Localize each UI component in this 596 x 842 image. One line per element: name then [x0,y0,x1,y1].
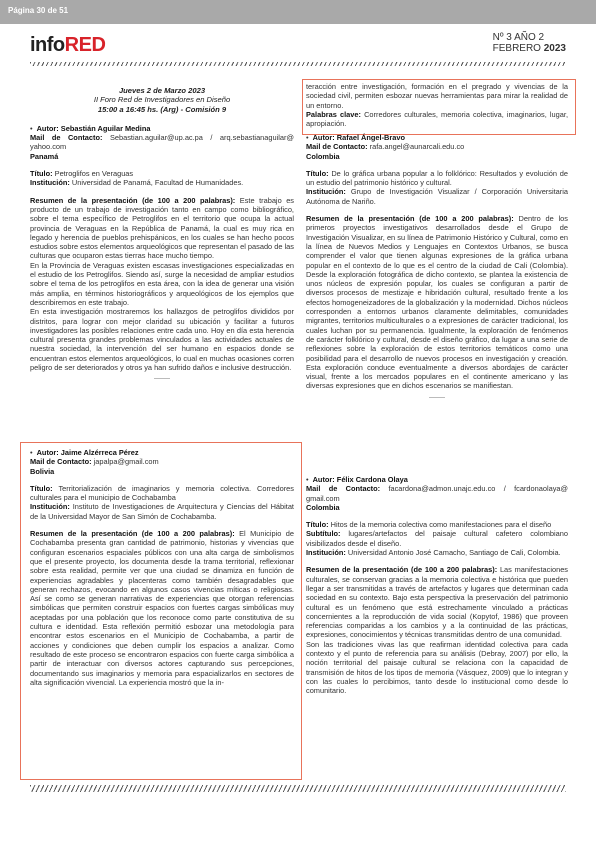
summary-text: Dentro de los primeros proyectos investigativos desarrollados desde el Grupo de Investigación Visualizar, en su línea de Patrimonio Histórico y Cultural, como en la línea de Nuevos Medios y Lenguajes en Contextos Urbanos, se busca comprender el valor que tienen algunas expresiones de la gráfica urbana popular en el contexto de lo que es el centro de la ciudad de Cali (Colombia). Desde la exploración fotográfica de dicho contexto, se plantea la existencia de unos núcleos de expresión popular, los cuales se configuran a partir de diversos procesos de mestizaje e hibridación cultural, resultado frente a los efectos homogeneizadores de la globalización y la modernidad. Dichos núcleos corresponden a entornos urbanos claramente delimitables, comunidades migrantes, territorios multiculturales o a expresiones de carácter tradicional, los cuales luchan por su permanencia. Igualmente, la exploración de fenómenos de carácter folklórico y cultural, desde el diseño gráfico, da lugar a una serie de reflexiones sobre la exploración de estos territorios temáticos como una posibilidad para el desarrollo de nuevos procesos en investigación y creación. Esta exploración conduce eventualmente a diversos abordajes de carácter visual, frente a los mercados populares en el continente americano y las diversas expresiones que en dichos escenarios se manifiestan. [306,214,568,391]
issue-year: 2023 [543,43,566,54]
contact-email: facardona@admon.unajc.edu.co / fcardonaolaya@ gmail.com [306,484,569,503]
issue-month: FEBRERO [492,43,541,54]
summary-continuation: teracción entre investigación, formación en el pregrado y vivencias de la sociedad civil, permiten esbozar nuevas herramientas para mirar la realidad de un entorno. [306,82,568,110]
paper-subtitle: lugares/artefactos del paisaje cultural cafetero colombiano visibilizados desde el diseño. [306,529,568,548]
paper-title: Territorialización de imaginarios y memoria colectiva. Corredores culturales para el municipio de Cochabamba [30,483,294,503]
summary-text: En la Provincia de Veraguas existen escasas investigaciones especializadas en el estudio de los Petroglifos. Siendo así, surge la necesidad de ampliar estudios sobre el tema de los petroglifos en esta área, con la idea de generar una visión más amplia, en términos historiográficos y arqueológicos de los ejemplos que describiremos en este trabajo. [30,260,294,307]
session-date: Jueves 2 de Marzo 2023 [118,86,206,95]
footer-divider [30,785,566,792]
author-name: Autor: Rafael Ángel-Bravo [312,133,405,142]
right-column-continuation: teracción entre investigación, formación en el pregrado y vivencias de la sociedad civil, permiten esbozar nuevas herramientas para mirar la realidad de un entorno. Palabras clave: Corredores culturales, memoria colectiva, imaginarios, lugar, apropiación. [306,82,568,129]
section-divider [154,378,170,379]
author-name: Autor: Félix Cardona Olaya [312,475,408,484]
institution: Grupo de Investigación Visualizar / Corporación Universitaria Autónoma de Nariño. [306,187,568,206]
summary-text: Las manifestaciones culturales, se conservan gracias a la memoria colectiva e histórica que pueden llegar a ser transmitidas a través de artefactos y lugares que determinan cada sociedad en su contexto. Bajo esta perspectiva la preservación del patrimonio cultural es un fenómeno que está estrechamente vinculado a prácticas concernientes a la reproducción de vida social (Kopytof, 1986) que proveen referencias comparidas a los cambios y a la continuidad de las prácticas, expresiones, conocimientos y técnicas transmitidas dentro de una comunidad. [306,565,569,640]
issue-number: Nº 3 AÑO 2 [492,32,545,43]
author-name: Autor: Jaime Alzérreca Pérez [36,448,139,457]
country: Panamá [30,151,59,161]
right-column-bottom: • Autor: Félix Cardona Olaya Mail de Contacto: facardona@admon.unajc.edu.co / fcardonaolaya@ gmail.com Colombia Título: Hitos de la memoria colectiva como manifestaciones para el diseño Subtítulo: lugares/artefactos del paisaje cultural cafetero colombiano visibilizados desde el diseño. Institución: Universidad Antonio José Camacho, Santiago de Cali, Colombia. Resumen de la presentación (de 100 a 200 palabras): Las manifestaciones culturales, se conservan gracias a la memoria colectiva e histórica que pueden llegar a ser transmitidas a través de artefactos y lugares que determinan cada sociedad en su contexto. Bajo esta perspectiva la preservación del patrimonio cultural es un fenómeno que está estrechamente vinculado a prácticas concernientes a la reproducción de vida social (Kopytof, 1986) que proveen referencias comparidas a los cambios y a la continuidad de las prácticas, expresiones, conocimientos y técnicas transmitidas dentro de una comunidad. Son las tradiciones vivas las que reafirman identidad colectiva para cada contexto y el punto de referencia para su análisis (Debray, 2007) por ello, la noción territorial del paisaje cultural se relaciona con la capacidad de transmisión de hitos de los tipos de memoria (Vásquez, 2009) que lo integran y con las cuales lo percibimos, tanto desde lo institucional como desde lo comunitario. [306,475,569,696]
contact-email: Sebastian.aguilar@up.ac.pa / arq.sebastianaguilar@ yahoo.com [30,133,294,152]
session-forum: II Foro Red de Investigadores en Diseño [93,95,231,105]
session-time: 15:00 a 16:45 hs. (Arg) - Comisión 9 [97,104,227,114]
institution: Instituto de Investigaciones de Arquitectura y Ciencias del Hábitat de la Universidad Mayor de San Simón de Cochabamba. [30,502,294,521]
summary-text: Este trabajo es producto de un trabajo de investigación tanto en campo como bibliográfico, sobre el tema específico de Petroglifos en el territorio que ocupa la actual provincia de Veraguas en la República de Panamá, la cual es muy rica en legado y herencia de pueblos prehispánicos, en los cuales se han hecho pocos estudios sobre estos elementos arqueológicos que representan el pasado de las culturas que ocuparon estas tierras hace mucho tiempo. [30,195,294,261]
contact-email: japalpa@gmail.com [93,457,159,467]
paper-title: Hitos de la memoria colectiva como manifestaciones para el diseño [330,520,552,530]
issue-info [493,32,566,54]
infored-logo: infoRED [30,34,106,56]
institution: Universidad de Panamá, Facultad de Humanidades. [71,178,244,188]
right-column-middle: • Autor: Rafael Ángel-Bravo Mail de Contacto: rafa.angel@aunarcali.edu.co Colombia Título: De lo gráfica urbana popular a lo folklórico: Resultados y evolución de un estudio del patrimonio histórico y cultural. Institución: Grupo de Investigación Visualizar / Corporación Universitaria Autónoma de Nariño. Resumen de la presentación (de 100 a 200 palabras): Dentro de los primeros proyectos investigativos desarrollados desde el Grupo de Investigación Visualizar, en su línea de Patrimonio Histórico y Cultural, como en la línea de Nuevos Medios y Lenguajes en Contextos Urbanos, se busca comprender el valor que tienen algunas expresiones de la gráfica urbana popular en el contexto de lo que es el centro de la ciudad de Cali (Colombia). Desde la exploración fotográfica de dicho contexto, se plantea la existencia de unos núcleos de expresión popular, los cuales se configuran a partir de diversos procesos de mestizaje e hibridación cultural, resultado frente a los efectos homogeneizadores de la globalización y la modernidad. Dichos núcleos corresponden a entornos urbanos claramente delimitables, comunidades migrantes, territorios multiculturales o a expresiones de carácter tradicional, los cuales luchan por su permanencia. Igualmente, la exploración de fenómenos de carácter folklórico y cultural, desde el diseño gráfico, da lugar a una serie de reflexiones sobre la exploración de estos territorios temáticos como una posibilidad para el desarrollo de nuevos procesos en investigación y creación. Esta exploración conduce eventualmente a diversos abordajes de carácter visual, frente a los mercados populares en el continente americano y las diversas expresiones que en dichos escenarios se manifiestan. [306,133,568,398]
country: Colombia [306,502,340,512]
country: Bolivia [30,466,55,476]
left-column-bottom: • Autor: Jaime Alzérreca Pérez Mail de Contacto: japalpa@gmail.com Bolivia Título: Territorialización de imaginarios y memoria colectiva. Corredores culturales para el municipio de Cochabamba Institución: Instituto de Investigaciones de Arquitectura y Ciencias del Hábitat de la Universidad Mayor de San Simón de Cochabamba. Resumen de la presentación (de 100 a 200 palabras): El Municipio de Cochabamba presenta gran cantidad de patrimonio, historias y vivencias que configuran escenarios espaciales públicos con una alta carga de simbolismos que el presente proyecto, los documenta desde la trama territorial, reflexionar sobre esta realidad, permite ver que una ciudad se dinamiza en función de experiencias agradables y placenteras como también desagradables que generan rechazos, evocando en algunos casos vivencias míticas o religiosas. Así se como se generan narrativas de experiencias que otorgan referencias simbólicas que permiten construir espacios con fuertes cargas simbólicas muy aceptadas por una población que los reconoce como parte constitutiva de su cultura e identidad. Esta reflexión permitió esbozar una metodología para encontrar estos escenarios en el Municipio de Cochabamba, a partir de acciones y condiciones que deben cumplir los espacios a analizar. Como resultado de este proceso se encontraron espacios con fuerte carga simbólica a partir de interactuar con diversos actores capturando sus percepciones, documentando sus imaginarios y memoria para espacializarlos en sectores de alta significación vivencial. La experiencia mostró que la in- [30,448,294,687]
summary-text: En esta investigación mostraremos los hallazgos de petroglifos divididos por distritos, para lograr con mejor claridad su ubicación y facilitar a futuros investigadores las posibles relaciones entre cada uno. Hoy en día esta herencia cultural presenta grandes problemas vinculados a las actividades actuales de nuestra sociedad, la intervención del ser humano en espacios donde se encuentran estos elementos arqueológicos, lo cual en muchas ocasiones corren peligro de ser deteriorados y otros ya han sufrido daños e inclusive destrucción. [30,307,294,373]
country: Colombia [306,151,340,161]
page-number: Página 30 de 51 [8,6,69,15]
paper-title: Petroglifos en Veraguas [54,169,134,179]
summary-text: Son las tradiciones vivas las que reafirman identidad colectiva para cada contexto y el punto de referencia para su análisis (Debray, 2007) por ello, la noción territorial del paisaje cultural se relaciona con la capacidad de transmisión de hitos de los tipos de memoria (Vásquez, 2009) que lo integran y con las cuales lo percibimos, tanto desde lo institucional como desde lo comunitario. [306,639,568,696]
left-column-top: Jueves 2 de Marzo 2023 II Foro Red de Investigadores en Diseño 15:00 a 16:45 hs. (Arg) - Comisión 9 • Autor: Sebastián Aguilar Medina Mail de Contacto: Sebastian.aguilar@up.ac.pa / arq.sebastianaguilar@ yahoo.com Panamá Título: Petroglifos en Veraguas Institución: Universidad de Panamá, Facultad de Humanidades. Resumen de la presentación (de 100 a 200 palabras): Este trabajo es producto de un trabajo de investigación tanto en campo como bibliográfico, sobre el tema específico de Petroglifos en el territorio que ocupa la actual provincia de Veraguas en la República de Panamá, la cual es muy rica en legado y herencia de pueblos prehispánicos, en los cuales se han hecho pocos estudios sobre estos elementos arqueológicos que representan el pasado de las culturas que ocuparon estas tierras hace mucho tiempo. En la Provincia de Veraguas existen escasas investigaciones especializadas en el estudio de los Petroglifos. Siendo así, surge la necesidad de ampliar estudios sobre el tema de los petroglifos en esta área, con la idea de generar una visión más amplia, en términos historiográficos y arqueológicos de los ejemplos que describiremos en este trabajo. En esta investigación mostraremos los hallazgos de petroglifos divididos por distritos, para lograr con mejor claridad su ubicación y facilitar a futuros investigadores las posibles relaciones entre cada uno. Hoy en día esta herencia cultural presenta grandes problemas vinculados a las actividades actuales de nuestra sociedad, la intervención del ser humano en espacios donde se encuentran estos elementos arqueológicos, lo cual en muchas ocasiones corren peligro de ser deteriorados y otros ya han sufrido daños e inclusive destrucción. [30,86,294,379]
paper-title: De lo gráfica urbana popular a lo folklórico: Resultados y evolución de un estudio del patrimonio histórico y cultural. [306,168,568,188]
session-info [30,86,294,114]
author-name: Autor: Sebastián Aguilar Medina [36,123,151,133]
header-divider [30,62,566,66]
section-divider [429,397,445,398]
keywords: Corredores culturales, memoria colectiva, imaginarios, lugar, apropiación. [306,109,568,129]
institution: Universidad Antonio José Camacho, Santiago de Cali, Colombia. [347,548,561,558]
top-bar [0,0,596,24]
contact-email: rafa.angel@aunarcali.edu.co [369,142,465,152]
summary-text: El Municipio de Cochabamba presenta gran cantidad de patrimonio, historias y vivencias que configuran escenarios espaciales públicos con una alta carga de simbolismos que el presente proyecto, los documenta desde la trama territorial, reflexionar sobre esta realidad, permite ver que una ciudad se dinamiza en función de experiencias agradables y placenteras como también desagradables que generan rechazos, evocando en algunos casos vivencias míticas o religiosas. Así se como se generan narrativas de experiencias que otorgan referencias simbólicas que permiten construir espacios con fuertes cargas simbólicas muy aceptadas por una población que los reconoce como parte constitutiva de su cultura e identidad. Esta reflexión permitió esbozar una metodología para encontrar estos escenarios en el Municipio de Cochabamba, a partir de acciones y condiciones que deben cumplir los espacios a analizar. Como resultado de este proceso se encontraron espacios con fuerte carga simbólica a partir de interactuar con diversos actores capturando sus percepciones, documentando sus imaginarios y memoria para espacializarlos en sectores de alta significación vivencial. La experiencia mostró que la in- [30,529,294,687]
